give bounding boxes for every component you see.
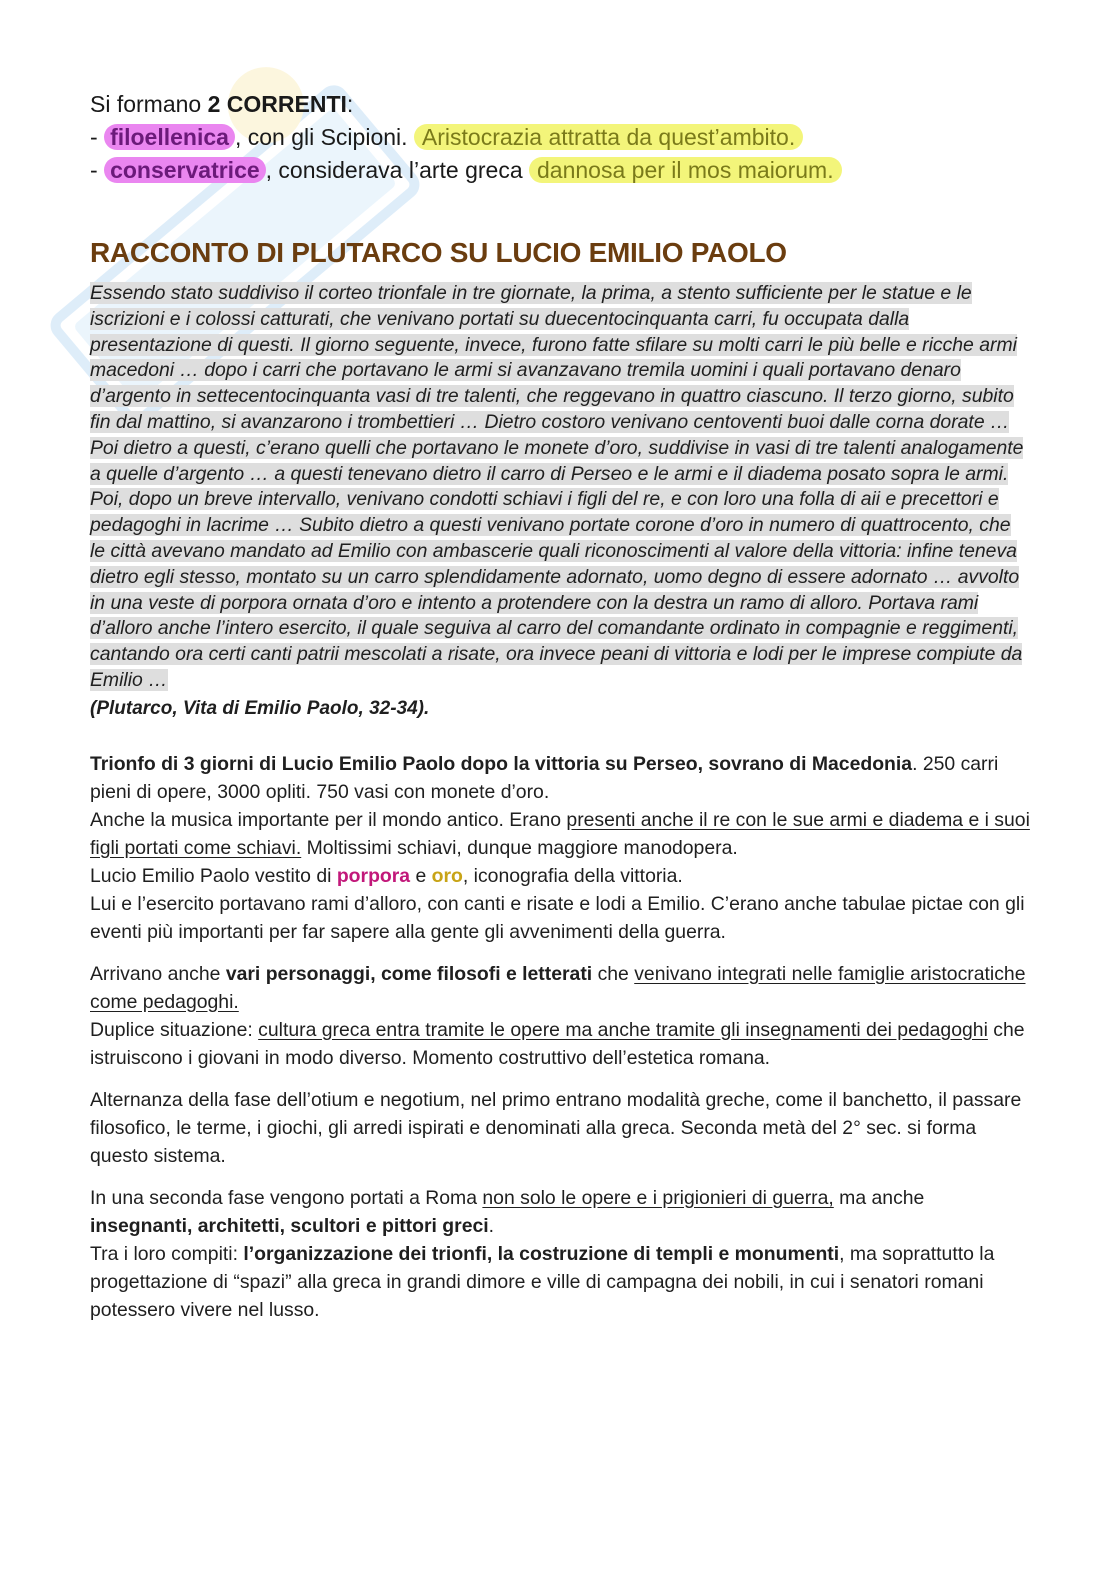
citation-title: Vita di Emilio Paolo, 32-34 <box>182 697 418 719</box>
text: e <box>410 864 432 887</box>
line-text: , con gli Scipioni. <box>234 124 414 150</box>
quote-text: Poi, dopo un breve intervallo, venivano condotti schiavi i figli del re, e con loro una folla di aii e precettori e pedagoghi in lacrime … Subito dietro a questi venivano portate corone d’oro in numero di quattrocento, che le città avevano mandato ad Emilio con ambascerie quali riconoscimenti al valore della vittoria: infine teneva dietro egli stesso, montato su un carro splendidamente adornato, uomo degno di essere adornato … avvolto in una veste di porpora ornata d’oro e intento a protendere con la destra un ramo di alloro. Portava rami d’alloro anche l’intero esercito, il quale seguiva al carro del comandante ordinato in compagnie e reggimenti, cantando ora certi canti patrii mescolati a risate, ora invece peani di vittoria e lodi per le imprese compiute da Emilio … <box>90 488 1023 691</box>
paragraph <box>90 960 1030 1016</box>
citation-open: (Plutarco, <box>90 697 183 719</box>
highlight-text: Aristocrazia attratta da quest’ambito. <box>414 124 803 150</box>
bold-text: l’organizzazione dei trionfi, la costruzione di templi e monumenti <box>243 1242 840 1265</box>
plutarch-quote <box>90 281 1030 722</box>
text: Moltissimi schiavi, dunque maggiore manodopera. <box>301 836 738 859</box>
corrente-filoellenica <box>90 121 1030 154</box>
citation-close: ). <box>417 697 430 719</box>
term-filoellenica: filoellenica <box>104 124 235 150</box>
underlined-text: presenti anche il re con le sue armi e diadema e i suoi figli portati come schiavi. <box>90 808 1030 859</box>
quote-text: Essendo stato suddiviso il corteo trionfale in tre giornate, la prima, a stento sufficiente per le statue e le iscrizioni e i colossi catturati, che venivano portati su duecentocinquanta carri, fu occupata dalla presentazione di questi. Il giorno seguente, invece, furono fatte sfilare su molti carri le più belle e ricche armi macedoni … dopo i carri che portavano le armi si avanzavano tremila uomini i quali portavano denaro d’argento in settecentocinquanta vasi di tre talenti, che reggevano in quattro ciascuno. Il terzo giorno, subito fin dal mattino, si avanzarono i trombettieri … Dietro costoro venivano centoventi buoi dalle corna dorate … Poi dietro a questi, c’erano quelli che portavano le monete d’oro, suddivise in vasi di tre talenti analogamente a quelle d’argento … a questi tenevano dietro il carro di Perseo e le armi e il diadema posato sopra le armi. <box>90 282 1024 485</box>
text: , iconografia della vittoria. <box>462 864 683 887</box>
highlight-text: dannosa per il mos maiorum. <box>529 157 842 183</box>
oro-word: oro <box>431 864 463 887</box>
text: che <box>592 962 635 985</box>
paragraph: Alternanza della fase dell’otium e negotium, nel primo entrano modalità greche, come il banchetto, il passare filosofico, le terme, i giochi, gli arredi ispirati e denominati alla greca. Seconda metà del 2° sec. si forma questo sistema. <box>90 1088 1022 1167</box>
paragraph <box>90 1240 1030 1324</box>
paragraph: Lui e l’esercito portavano rami d’alloro, con canti e risate e lodi a Emilio. C’erano anche tabulae pictae con gli eventi più importanti per far sapere alla gente gli avvenimenti della guerra. <box>90 892 1025 943</box>
quote-citation <box>90 696 1030 722</box>
section-title: RACCONTO DI PLUTARCO SU LUCIO EMILIO PAOLO <box>90 237 787 268</box>
text: che istruiscono i giovani in modo diverso. Momento costruttivo dell’estetica romana. <box>90 1018 1025 1069</box>
term-conservatrice: conservatrice <box>104 157 266 183</box>
paragraph <box>90 862 1030 890</box>
paragraph <box>90 1016 1030 1072</box>
underlined-text: cultura greca entra tramite le opere ma anche tramite gli insegnamenti dei pedagoghi <box>258 1018 988 1041</box>
text: Arrivano anche <box>90 962 226 985</box>
intro-text: Si formano <box>90 91 208 117</box>
correnti-block <box>90 88 1030 187</box>
text: Tra i loro compiti: <box>90 1242 244 1265</box>
underlined-text: venivano integrati nelle famiglie aristocratiche come pedagoghi. <box>90 962 1026 1013</box>
bold-text: vari personaggi, come filosofi e letterati <box>225 962 593 985</box>
notes-body <box>90 750 1030 1324</box>
text: , ma soprattutto la progettazione di “spazi” alla greca in grandi dimore e ville di campagna dei nobili, in cui i senatori romani potessero vivere nel lusso. <box>90 1242 995 1321</box>
paragraph <box>90 750 1030 806</box>
corrente-conservatrice <box>90 154 1030 187</box>
line-text: , considerava l’arte greca <box>265 157 530 183</box>
dash: - <box>90 157 105 183</box>
document-content <box>90 88 1030 1338</box>
underlined-text: non solo le opere e i prigionieri di guerra, <box>482 1186 834 1209</box>
intro-suffix: : <box>346 91 354 117</box>
bold-text: insegnanti, architetti, scultori e pittori greci <box>90 1214 489 1237</box>
text: ma anche <box>833 1186 925 1209</box>
text: . 250 carri pieni di opere, 3000 opliti. 750 vasi con monete d’oro. <box>90 752 999 803</box>
quote-paragraph <box>90 281 1030 487</box>
text: . <box>488 1214 495 1237</box>
text: Duplice situazione: <box>90 1018 259 1041</box>
dash: - <box>90 124 105 150</box>
paragraph <box>90 806 1030 862</box>
porpora-word: porpora <box>336 864 411 887</box>
text: In una seconda fase vengono portati a Roma <box>90 1186 483 1209</box>
intro-bold: 2 CORRENTI <box>207 91 347 117</box>
quote-paragraph <box>90 487 1030 693</box>
text: Anche la musica importante per il mondo antico. Erano <box>90 808 567 831</box>
paragraph <box>90 1184 1030 1240</box>
text: Lucio Emilio Paolo vestito di <box>90 864 337 887</box>
bold-text: Trionfo di 3 giorni di Lucio Emilio Paolo dopo la vittoria su Perseo, sovrano di Macedonia <box>90 752 913 775</box>
correnti-intro <box>90 88 1030 121</box>
